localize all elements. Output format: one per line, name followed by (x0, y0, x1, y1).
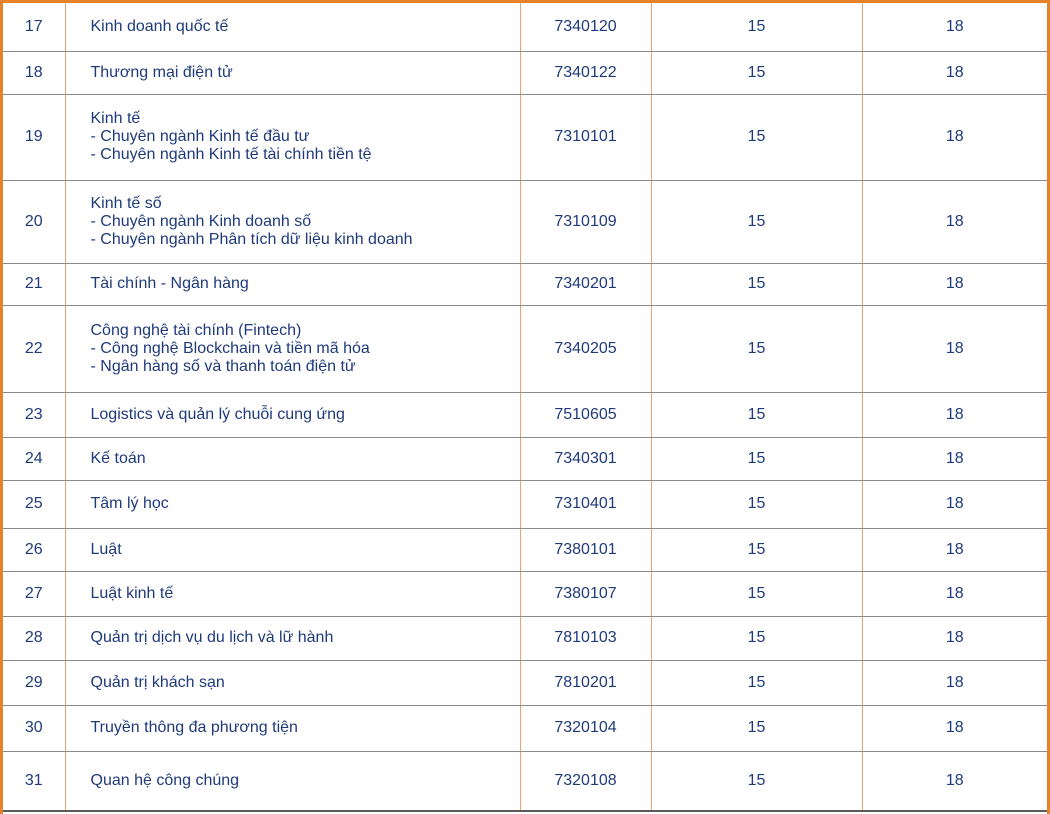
score-value-b: 18 (862, 392, 1047, 437)
table-row (3, 437, 1047, 480)
program-name (65, 437, 520, 480)
program-name (65, 392, 520, 437)
score-value-a: 15 (651, 437, 862, 480)
score-value-a: 15 (651, 528, 862, 571)
table-row (3, 392, 1047, 437)
score-value-b: 18 (862, 437, 1047, 480)
table-row (3, 660, 1047, 705)
row-number: 22 (3, 305, 65, 392)
program-code: 7380101 (520, 528, 651, 571)
program-name (65, 51, 520, 94)
score-value-a: 15 (651, 51, 862, 94)
program-code: 7380107 (520, 571, 651, 616)
row-number: 27 (3, 571, 65, 616)
row-number: 28 (3, 616, 65, 660)
score-value-b: 18 (862, 660, 1047, 705)
row-number: 19 (3, 94, 65, 180)
row-number: 25 (3, 480, 65, 528)
program-name (65, 94, 520, 180)
program-specialization: - Chuyên ngành Kinh doanh số (90, 212, 312, 230)
score-value-b: 18 (862, 180, 1047, 263)
row-number: 17 (3, 3, 65, 51)
program-title: Luật kinh tế (90, 584, 174, 602)
score-value-b: 18 (862, 571, 1047, 616)
row-number: 26 (3, 528, 65, 571)
program-specialization: - Công nghệ Blockchain và tiền mã hóa (90, 339, 370, 357)
score-value-a: 15 (651, 3, 862, 51)
program-name (65, 180, 520, 263)
program-code: 7310401 (520, 480, 651, 528)
program-table-body (3, 3, 1047, 811)
program-title: Kế toán (90, 449, 146, 467)
table-row (3, 3, 1047, 51)
program-name (65, 3, 520, 51)
program-title: Kinh tế (90, 110, 141, 127)
score-value-a: 15 (651, 705, 862, 751)
program-title: Quản trị dịch vụ du lịch và lữ hành (90, 629, 334, 646)
score-value-a: 15 (651, 94, 862, 180)
program-name (65, 480, 520, 528)
score-value-a: 15 (651, 305, 862, 392)
program-code: 7320108 (520, 751, 651, 811)
score-value-b: 18 (862, 51, 1047, 94)
row-number: 23 (3, 392, 65, 437)
table-row (3, 616, 1047, 660)
program-title: Kinh doanh quốc tế (90, 17, 229, 35)
score-value-b: 18 (862, 3, 1047, 51)
row-number: 18 (3, 51, 65, 94)
row-number: 24 (3, 437, 65, 480)
program-code: 7340122 (520, 51, 651, 94)
program-title: Quản trị khách sạn (90, 673, 225, 691)
program-name (65, 571, 520, 616)
program-specialization: - Chuyên ngành Kinh tế đầu tư (90, 128, 310, 145)
table-row (3, 705, 1047, 751)
program-name (65, 616, 520, 660)
program-table (3, 3, 1047, 811)
row-number: 20 (3, 180, 65, 263)
program-title: Công nghệ tài chính (Fintech) (90, 321, 302, 339)
table-row (3, 180, 1047, 263)
score-value-a: 15 (651, 180, 862, 263)
program-title: Truyền thông đa phương tiện (90, 719, 298, 736)
score-value-a: 15 (651, 616, 862, 660)
program-title: Kinh tế số (90, 194, 162, 212)
table-row (3, 571, 1047, 616)
program-specialization: - Ngân hàng số và thanh toán điện tử (90, 357, 356, 375)
program-title: Thương mại điện tử (90, 63, 233, 81)
score-value-b: 18 (862, 263, 1047, 305)
score-value-b: 18 (862, 528, 1047, 571)
score-value-b: 18 (862, 305, 1047, 392)
program-code: 7340205 (520, 305, 651, 392)
score-value-a: 15 (651, 571, 862, 616)
row-number: 30 (3, 705, 65, 751)
table-row (3, 305, 1047, 392)
program-specialization: - Chuyên ngành Kinh tế tài chính tiền tệ (90, 146, 372, 163)
program-code: 7310101 (520, 94, 651, 180)
bottom-border (3, 810, 1047, 812)
score-value-a: 15 (651, 480, 862, 528)
score-value-a: 15 (651, 660, 862, 705)
program-code: 7320104 (520, 705, 651, 751)
table-row (3, 528, 1047, 571)
program-code: 7810201 (520, 660, 651, 705)
program-code: 7510605 (520, 392, 651, 437)
program-name (65, 305, 520, 392)
program-title: Tài chính - Ngân hàng (90, 275, 249, 292)
score-value-b: 18 (862, 480, 1047, 528)
program-code: 7340120 (520, 3, 651, 51)
program-code: 7810103 (520, 616, 651, 660)
program-title: Logistics và quản lý chuỗi cung ứng (90, 405, 345, 423)
score-value-b: 18 (862, 94, 1047, 180)
program-code: 7340201 (520, 263, 651, 305)
program-title: Luật (90, 540, 122, 558)
program-name (65, 263, 520, 305)
program-name (65, 528, 520, 571)
program-name (65, 705, 520, 751)
table-row (3, 263, 1047, 305)
table-row (3, 751, 1047, 811)
score-value-b: 18 (862, 705, 1047, 751)
program-specialization: - Chuyên ngành Phân tích dữ liệu kinh doanh (90, 230, 413, 248)
score-value-b: 18 (862, 616, 1047, 660)
program-code: 7340301 (520, 437, 651, 480)
program-name (65, 660, 520, 705)
table-row (3, 94, 1047, 180)
row-number: 21 (3, 263, 65, 305)
score-value-b: 18 (862, 751, 1047, 811)
program-code: 7310109 (520, 180, 651, 263)
row-number: 31 (24, 772, 43, 790)
program-name (65, 751, 520, 811)
score-value-a: 15 (651, 751, 862, 811)
program-title: Tâm lý học (90, 495, 169, 512)
score-value-a: 15 (651, 263, 862, 305)
score-value-a: 15 (651, 392, 862, 437)
program-title: Quan hệ công chúng (90, 772, 240, 790)
table-row (3, 51, 1047, 94)
row-number: 29 (3, 660, 65, 705)
table-row (3, 480, 1047, 528)
